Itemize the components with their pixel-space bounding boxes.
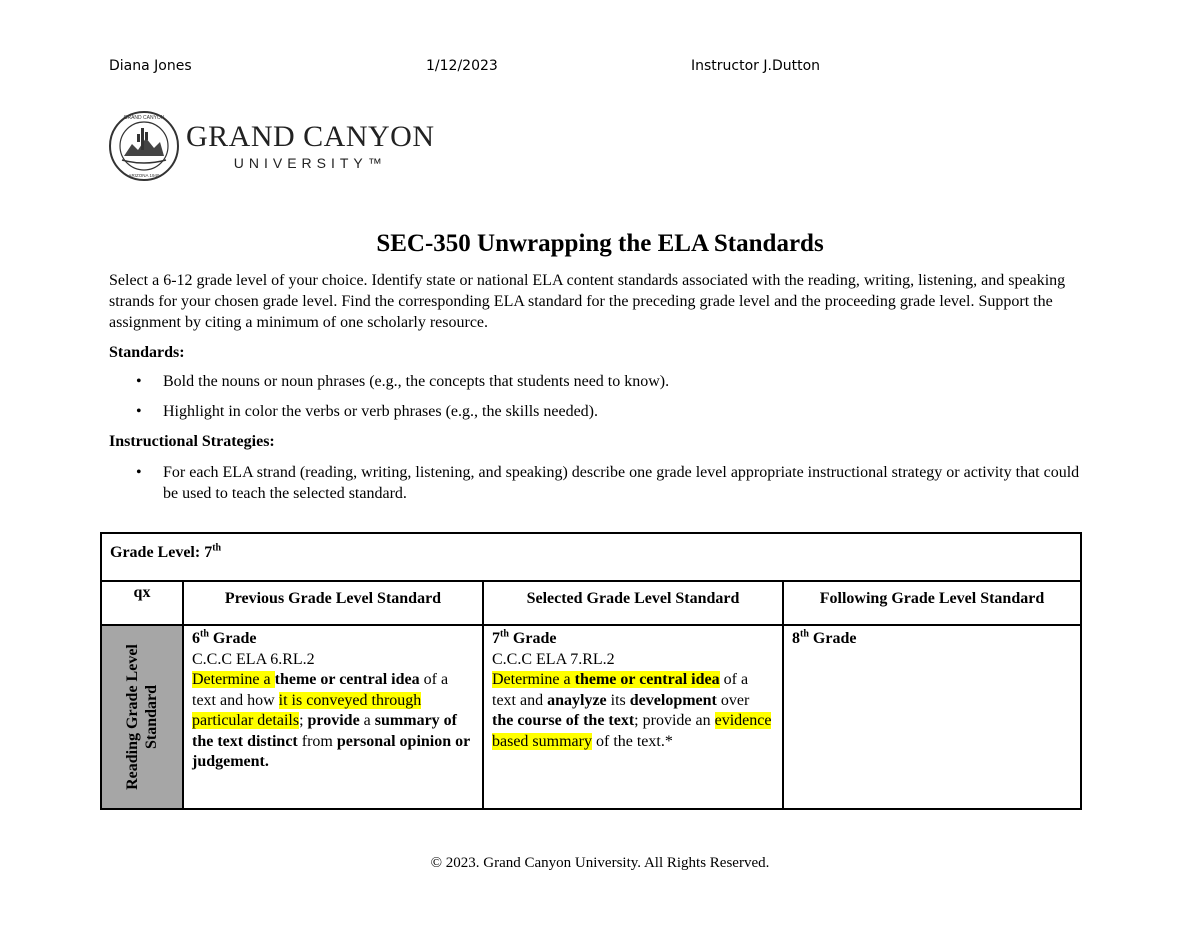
grade-level-sup: th (212, 542, 222, 554)
sel-standard-text (492, 670, 774, 752)
assignment-instructions: Select a 6-12 grade level of your choice. Identify state or national ELA content standards associated with the reading, writing, listening, and speaking strands for your chosen grade level. Find the corresponding ELA standard for the preceding grade level and the proceeding grade level. Support the assignment by citing a minimum of one scholarly resource. (109, 272, 1066, 331)
fol-grade-word: Grade (808, 630, 857, 647)
bold-noun: personal opinion or judgement. (192, 732, 470, 770)
sel-grade-sup: th (500, 628, 509, 640)
plain-text: over (716, 691, 750, 709)
bold-noun: development (629, 691, 717, 709)
selected-standard-cell (483, 625, 783, 809)
copyright-footer: © 2023. Grand Canyon University. All Rights Reserved. (430, 855, 770, 871)
highlight-verb: Determine a (492, 671, 575, 688)
prev-grade-num: 6 (192, 630, 200, 647)
prev-standard-text (192, 670, 474, 773)
strategies-bullet-1: For each ELA strand (reading, writing, listening, and speaking) describe one grade level appropriate instructional strategy or activity that could be used to teach the selected standard. (163, 464, 1080, 502)
logo-wordmark: GRAND CANYON (186, 120, 435, 153)
column-header-previous: Previous Grade Level Standard (183, 581, 483, 625)
svg-text:ARIZONA 1949: ARIZONA 1949 (128, 173, 160, 178)
row-label-reading: Reading Grade Level Standard (124, 644, 160, 790)
sel-grade-num: 7 (492, 630, 500, 647)
plain-text: ; provide an (634, 712, 715, 729)
highlight-verb: evidence based summary (492, 712, 772, 750)
university-seal-icon (108, 110, 180, 182)
column-header-following: Following Grade Level Standard (783, 581, 1081, 625)
plain-text: of the text.* (591, 732, 673, 750)
bold-noun: theme or central idea (274, 671, 420, 688)
bold-noun: provide (307, 712, 360, 729)
plain-text: its (606, 691, 630, 709)
strategies-heading: Instructional Strategies: (109, 433, 275, 450)
following-standard-cell (783, 625, 1081, 809)
highlight-verb: Determine a (192, 671, 275, 688)
previous-standard-cell (183, 625, 483, 809)
page-title: SEC-350 Unwrapping the ELA Standards (376, 230, 824, 257)
plain-text: a (359, 712, 375, 729)
standards-bullet-1: Bold the nouns or noun phrases (e.g., the concepts that students need to know). (163, 373, 670, 390)
bullet-icon: • (136, 403, 142, 420)
bold-noun: summary of the text distinct (192, 712, 457, 750)
bold-noun: theme or central idea (574, 671, 720, 688)
highlight-verb: it is conveyed through particular details (192, 691, 422, 729)
standards-table (100, 532, 1082, 810)
prev-grade-sup: th (200, 628, 209, 640)
plain-text: from (297, 732, 337, 750)
svg-text:GRAND CANYON: GRAND CANYON (123, 115, 165, 121)
header-student-name: Diana Jones (109, 58, 192, 74)
bullet-icon: • (136, 373, 142, 390)
corner-cell: qx (101, 581, 183, 625)
fol-grade-num: 8 (792, 630, 800, 647)
header-date: 1/12/2023 (426, 58, 498, 74)
bullet-icon: • (136, 464, 142, 481)
plain-text: ; (299, 712, 308, 729)
fol-grade-sup: th (800, 628, 809, 640)
sel-grade-word: Grade (508, 630, 557, 647)
grade-level-cell (101, 533, 1081, 581)
grade-level-label: Grade Level: 7 (110, 544, 213, 561)
header-instructor: Instructor J.Dutton (691, 58, 821, 74)
bold-noun: the course of the text (492, 712, 635, 729)
row-header-reading (101, 625, 183, 809)
column-header-selected: Selected Grade Level Standard (483, 581, 783, 625)
plain-text: of a text and how (192, 671, 449, 709)
plain-text: of a text and (492, 671, 749, 709)
prev-grade-word: Grade (208, 630, 257, 647)
standards-heading: Standards: (109, 344, 185, 361)
logo-subtitle: UNIVERSITY™ (233, 155, 387, 171)
gcu-logo (108, 110, 435, 182)
standards-bullet-2: Highlight in color the verbs or verb phrases (e.g., the skills needed). (163, 403, 598, 420)
prev-standard-code: C.C.C ELA 6.RL.2 (192, 650, 315, 668)
sel-standard-code: C.C.C ELA 7.RL.2 (492, 650, 615, 668)
bold-noun: anaylyze (547, 691, 607, 709)
